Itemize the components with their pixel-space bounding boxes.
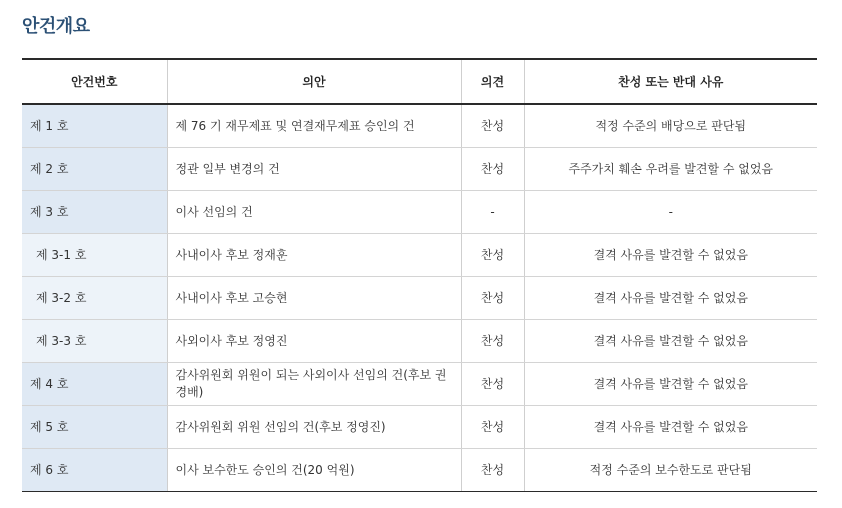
- table-row: [22, 104, 817, 148]
- header-opinion: 의견: [461, 59, 524, 104]
- header-agenda: 의안: [167, 59, 461, 104]
- agenda-number: 제 4 호: [22, 363, 167, 406]
- agenda-table: [22, 58, 817, 492]
- opinion: 찬성: [461, 277, 524, 320]
- agenda-title: 제 76 기 재무제표 및 연결재무제표 승인의 건: [167, 104, 461, 148]
- opinion: -: [461, 191, 524, 234]
- page-title: 안건개요: [22, 16, 90, 37]
- table-row: [22, 234, 817, 277]
- agenda-number: 제 6 호: [22, 449, 167, 492]
- opinion: 찬성: [461, 363, 524, 406]
- reason: 적정 수준의 보수한도로 판단됨: [524, 449, 817, 492]
- reason: -: [524, 191, 817, 234]
- reason: 주주가치 훼손 우려를 발견할 수 없었음: [524, 148, 817, 191]
- agenda-title: 감사위원회 위원 선임의 건(후보 정영진): [167, 406, 461, 449]
- opinion: 찬성: [461, 148, 524, 191]
- agenda-title: 감사위원회 위원이 되는 사외이사 선임의 건(후보 권경배): [167, 363, 461, 406]
- agenda-title: 정관 일부 변경의 건: [167, 148, 461, 191]
- reason: 결격 사유를 발견할 수 없었음: [524, 406, 817, 449]
- agenda-number: 제 3-3 호: [22, 320, 167, 363]
- reason: 적정 수준의 배당으로 판단됨: [524, 104, 817, 148]
- reason: 결격 사유를 발견할 수 없었음: [524, 277, 817, 320]
- table-row: [22, 148, 817, 191]
- reason: 결격 사유를 발견할 수 없었음: [524, 320, 817, 363]
- agenda-number: 제 3 호: [22, 191, 167, 234]
- header-reason: 찬성 또는 반대 사유: [524, 59, 817, 104]
- agenda-number: 제 3-1 호: [22, 234, 167, 277]
- agenda-title: 이사 선임의 건: [167, 191, 461, 234]
- agenda-title: 사외이사 후보 정영진: [167, 320, 461, 363]
- opinion: 찬성: [461, 406, 524, 449]
- agenda-title: 이사 보수한도 승인의 건(20 억원): [167, 449, 461, 492]
- agenda-number: 제 1 호: [22, 104, 167, 148]
- opinion: 찬성: [461, 449, 524, 492]
- agenda-title: 사내이사 후보 고승현: [167, 277, 461, 320]
- table-row: [22, 406, 817, 449]
- reason: 결격 사유를 발견할 수 없었음: [524, 363, 817, 406]
- table-row: [22, 449, 817, 492]
- agenda-number: 제 2 호: [22, 148, 167, 191]
- table-row: [22, 191, 817, 234]
- reason: 결격 사유를 발견할 수 없었음: [524, 234, 817, 277]
- agenda-number: 제 3-2 호: [22, 277, 167, 320]
- opinion: 찬성: [461, 104, 524, 148]
- table-header-row: [22, 59, 817, 104]
- agenda-title: 사내이사 후보 정재훈: [167, 234, 461, 277]
- table-row: [22, 277, 817, 320]
- table-row: [22, 363, 817, 406]
- header-agenda-number: 안건번호: [22, 59, 167, 104]
- agenda-number: 제 5 호: [22, 406, 167, 449]
- table-row: [22, 320, 817, 363]
- opinion: 찬성: [461, 320, 524, 363]
- opinion: 찬성: [461, 234, 524, 277]
